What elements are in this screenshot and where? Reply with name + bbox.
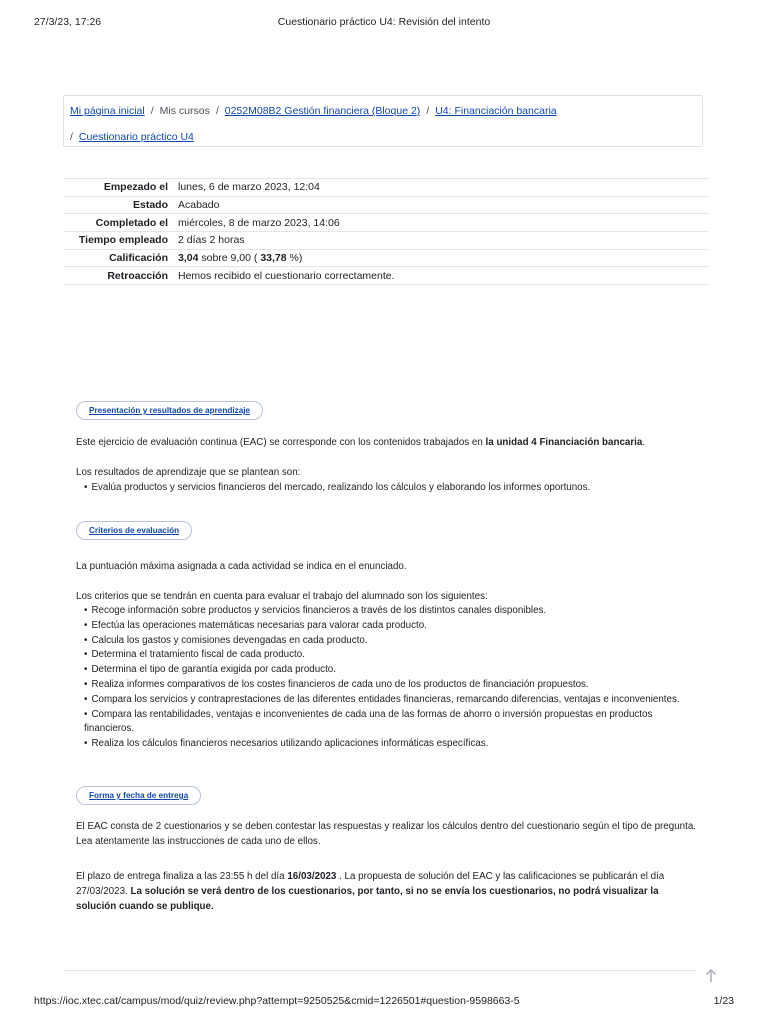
section-pill-delivery[interactable]: Forma y fecha de entrega <box>76 786 201 805</box>
list-item: • Realiza los cálculos financieros necesarios utilizando aplicaciones informáticas específicas. <box>84 738 489 750</box>
summary-label: Empezado el <box>63 179 178 197</box>
learning-results-list <box>76 481 698 496</box>
breadcrumb-course-link[interactable]: 0252M08B2 Gestión financiera (Bloque 2) <box>224 105 421 117</box>
breadcrumb-my-courses: Mis cursos <box>159 105 210 117</box>
print-page-title: Cuestionario práctico U4: Revisión del intento <box>277 16 491 28</box>
section1-results-intro: Los resultados de aprendizaje que se plantean son: <box>76 467 301 478</box>
summary-value: miércoles, 8 de marzo 2023, 14:06 <box>178 214 709 232</box>
summary-value: lunes, 6 de marzo 2023, 12:04 <box>178 179 709 197</box>
summary-value: 2 días 2 horas <box>178 232 709 250</box>
section3-description: El EAC consta de 2 cuestionarios y se deben contestar las respuestas y realizar los cálculos dentro del cuestionario según el tipo de pregunta. Lea atentamente las instrucciones de cada uno de ellos. <box>76 821 696 847</box>
attempt-summary-table <box>63 178 709 285</box>
summary-label: Calificación <box>63 249 178 267</box>
list-item: • Determina el tratamiento fiscal de cada producto. <box>84 649 305 661</box>
section-pill-presentation[interactable]: Presentación y resultados de aprendizaje <box>76 401 263 420</box>
list-item: • Evalúa productos y servicios financieros del mercado, realizando los cálculos y elaborando los informes oportunos. <box>84 482 591 493</box>
grade-percent: 33,78 <box>260 252 287 265</box>
summary-row-completed <box>63 214 709 232</box>
breadcrumb-home-link[interactable]: Mi página inicial <box>70 105 145 117</box>
arrow-up-icon-svg <box>705 969 717 983</box>
list-item: • Determina el tipo de garantía exigida por cada producto. <box>84 664 336 676</box>
summary-label: Tiempo empleado <box>63 232 178 250</box>
print-datetime: 27/3/23, 17:26 <box>34 16 102 28</box>
breadcrumb-unit-link[interactable]: U4: Financiación bancaria <box>435 105 557 117</box>
summary-value: Hemos recibido el cuestionario correctamente. <box>178 267 709 285</box>
summary-row-time-taken <box>63 232 709 250</box>
list-item: • Compara las rentabilidades, ventajas e inconvenientes de cada una de las formas de ahorro o inversión propuestas en productos financieros. <box>84 708 653 735</box>
summary-label: Retroacción <box>63 267 178 285</box>
section2-max-score: La puntuación máxima asignada a cada actividad se indica en el enunciado. <box>76 561 407 572</box>
grade-value: 3,04 <box>178 252 199 265</box>
list-item: • Efectúa las operaciones matemáticas necesarias para valorar cada producto. <box>84 619 427 631</box>
list-item: • Calcula los gastos y comisiones devengadas en cada producto. <box>84 634 368 646</box>
summary-label: Completado el <box>63 214 178 232</box>
list-item: • Realiza informes comparativos de los costes financieros de cada uno de los productos de financiación propuestos. <box>84 678 589 690</box>
print-page-number: 1/23 <box>713 995 734 1007</box>
section3-deadline: El plazo de entrega finaliza a las 23:55 h del día 16/03/2023 . La propuesta de solución del EAC y las calificaciones se publicarán el día 27/03/2023. La solución se verá dentro de los cuestionarios, por tanto, si no se envía los cuestionarios, no podrá visualizar la solución cuando se publique. <box>76 871 665 912</box>
list-item: • Recoge información sobre productos y servicios financieros a través de los distintos canales disponibles. <box>84 605 547 616</box>
footer-divider <box>63 970 697 971</box>
section2-criteria-intro: Los criterios que se tendrán en cuenta para evaluar el trabajo del alumnado son los siguientes: <box>76 591 488 602</box>
summary-label: Estado <box>63 196 178 214</box>
summary-row-feedback <box>63 267 709 285</box>
print-url: https://ioc.xtec.cat/campus/mod/quiz/review.php?attempt=9250525&cmid=1226501#question-9598663-5 <box>34 995 520 1007</box>
criteria-list <box>76 604 698 752</box>
list-item: • Compara los servicios y contraprestaciones de las diferentes entidades financieras, remarcando diferencias, ventajas e inconvenientes. <box>84 693 680 705</box>
summary-value: 3,04 sobre 9,00 ( 33,78 %) <box>178 249 709 267</box>
arrow-up-icon[interactable] <box>705 969 717 986</box>
summary-row-state <box>63 196 709 214</box>
section-pill-criteria[interactable]: Criterios de evaluación <box>76 521 192 540</box>
summary-value: Acabado <box>178 196 709 214</box>
breadcrumb-quiz-link[interactable]: Cuestionario práctico U4 <box>78 131 194 143</box>
breadcrumb: Mi página inicial / Mis cursos / 0252M08B2 Gestión financiera (Bloque 2) / U4: Financiación bancaria / Cuestionario práctico U4 <box>63 95 703 147</box>
summary-row-started <box>63 179 709 197</box>
section1-intro: Este ejercicio de evaluación continua (EAC) se corresponde con los contenidos trabajados en la unidad 4 Financiación bancaria. <box>76 437 646 448</box>
summary-row-grade <box>63 249 709 267</box>
